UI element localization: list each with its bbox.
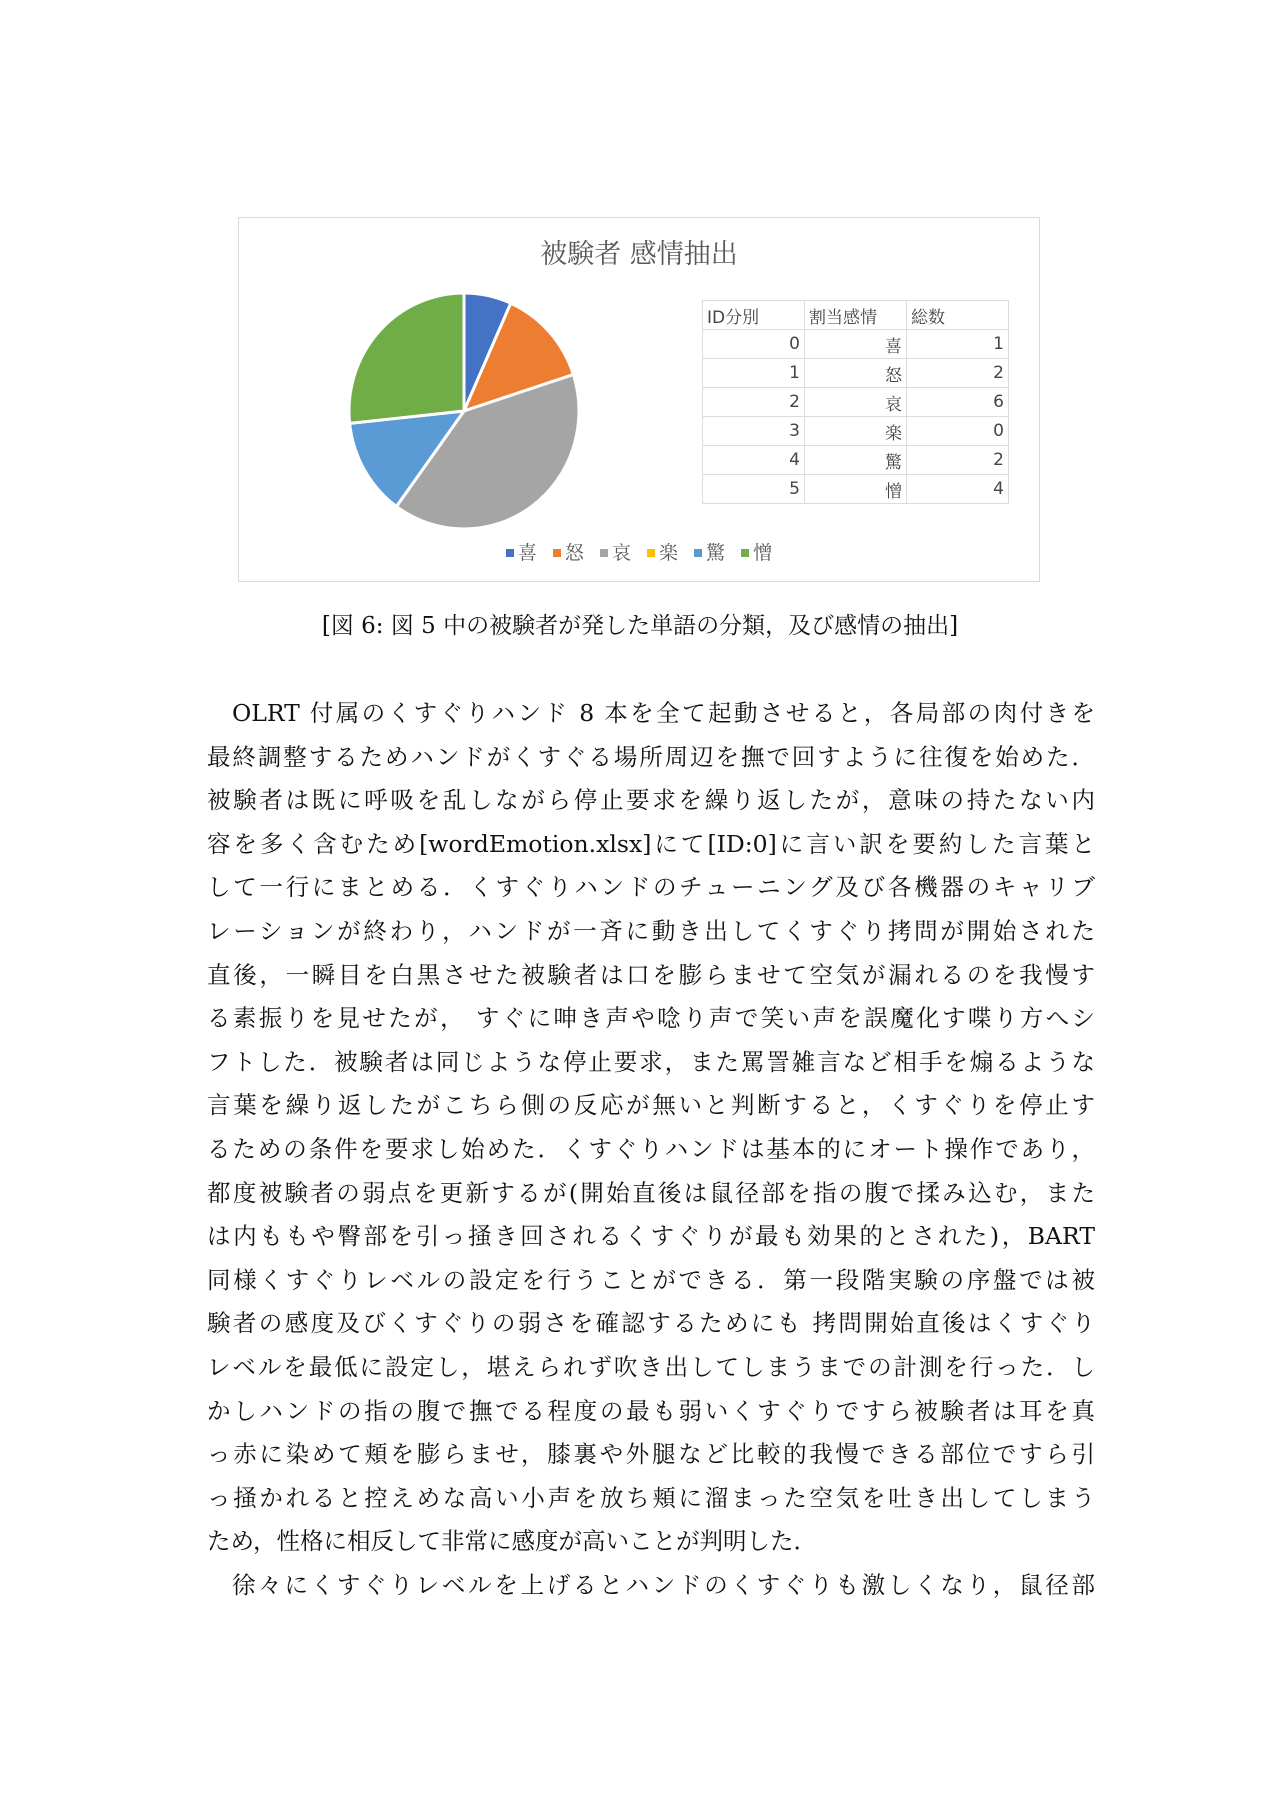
text-line: 直後，一瞬目を白黒させた被験者は口を膨らませて空気が漏れるのを我慢す — [207, 960, 1095, 989]
legend-label: 憎 — [753, 542, 773, 564]
text-line: 徐々にくすぐりレベルを上げるとハンドのくすぐりも激しくなり，鼠径部 — [232, 1570, 1095, 1599]
table-row — [703, 417, 1009, 446]
legend-label: 怒 — [564, 542, 584, 564]
text-line: 容を多く含むため[wordEmotion.xlsx]にて[ID:0]に言い訳を要約した言葉と — [207, 829, 1095, 858]
legend-item-pleasure — [647, 538, 678, 565]
pie-slice-憎 — [349, 293, 464, 423]
text-line: レーションが終わり，ハンドが一斉に動き出してくすぐり拷問が開始された — [207, 916, 1095, 945]
cell-total: 4 — [907, 475, 1009, 504]
chart-figure — [238, 217, 1040, 582]
cell-total: 0 — [907, 417, 1009, 446]
cell-id: 1 — [703, 359, 805, 388]
cell-id: 3 — [703, 417, 805, 446]
cell-emotion: 哀 — [805, 388, 907, 417]
cell-id: 0 — [703, 330, 805, 359]
text-line: OLRT 付属のくすぐりハンド 8 本を全て起動させると，各局部の肉付きを — [232, 699, 1095, 727]
legend-swatch — [600, 549, 608, 557]
cell-emotion: 怒 — [805, 359, 907, 388]
legend-item-hate — [741, 538, 772, 565]
legend-item-joy — [506, 538, 537, 565]
body-paragraphs — [207, 692, 1095, 1607]
legend-label: 哀 — [611, 542, 631, 564]
cell-total: 1 — [907, 330, 1009, 359]
cell-emotion: 憎 — [805, 475, 907, 504]
table-row — [703, 388, 1009, 417]
text-line: フトした．被験者は同じような停止要求，また罵詈雑言など相手を煽るような — [207, 1047, 1095, 1076]
emotion-table — [702, 300, 1009, 504]
text-line: っ赤に染めて頬を膨らませ，膝裏や外腿など比較的我慢できる部位ですら引 — [207, 1440, 1095, 1469]
legend-label: 楽 — [659, 542, 679, 564]
legend-label: 驚 — [706, 542, 726, 564]
table-row — [703, 330, 1009, 359]
column-header-total: 総数 — [907, 301, 1009, 330]
cell-total: 2 — [907, 359, 1009, 388]
text-line: して一行にまとめる．くすぐりハンドのチューニング及び各機器のキャリブ — [207, 873, 1095, 902]
text-line: レベルを最低に設定し，堪えられず吹き出してしまうまでの計測を行った．し — [207, 1352, 1095, 1381]
text-line: るための条件を要求し始めた．くすぐりハンドは基本的にオート操作であり， — [207, 1134, 1095, 1163]
text-line: 言葉を繰り返したがこちら側の反応が無いと判断すると，くすぐりを停止す — [207, 1091, 1095, 1120]
text-line: ため，性格に相反して非常に感度が高いことが判明した． — [207, 1527, 818, 1556]
cell-id: 2 — [703, 388, 805, 417]
legend-item-sorrow — [600, 538, 631, 565]
text-line: 被験者は既に呼吸を乱しながら停止要求を繰り返したが，意味の持たない内 — [207, 786, 1095, 815]
legend-swatch — [694, 549, 702, 557]
chart-title: 被験者 感情抽出 — [540, 239, 738, 270]
legend-swatch — [741, 549, 749, 557]
table-row — [703, 359, 1009, 388]
cell-total: 6 — [907, 388, 1009, 417]
chart-legend — [239, 538, 1039, 565]
cell-id: 5 — [703, 475, 805, 504]
text-line: かしハンドの指の腹で撫でる程度の最も弱いくすぐりですら被験者は耳を真 — [207, 1396, 1095, 1425]
legend-label: 喜 — [517, 542, 537, 564]
text-line: 都度被験者の弱点を更新するが(開始直後は鼠径部を指の腹で揉み込む，また — [207, 1178, 1095, 1207]
figure-caption: [図 6: 図 5 中の被験者が発した単語の分類，及び感情の抽出] — [321, 613, 959, 639]
legend-item-surprise — [694, 538, 725, 565]
cell-emotion: 驚 — [805, 446, 907, 475]
legend-item-anger — [553, 538, 584, 565]
table-row — [703, 475, 1009, 504]
cell-total: 2 — [907, 446, 1009, 475]
column-header-emotion: 割当感情 — [805, 301, 907, 330]
cell-emotion: 楽 — [805, 417, 907, 446]
legend-swatch — [553, 549, 561, 557]
cell-emotion: 喜 — [805, 330, 907, 359]
legend-swatch — [506, 549, 514, 557]
text-line: る素振りを見せたが， すぐに呻き声や唸り声で笑い声を誤魔化す喋り方へシ — [207, 1004, 1095, 1033]
legend-swatch — [647, 549, 655, 557]
table-header-row — [703, 301, 1009, 330]
cell-id: 4 — [703, 446, 805, 475]
column-header-id: ID分別 — [703, 301, 805, 330]
table-row — [703, 446, 1009, 475]
text-line: は内ももや臀部を引っ掻き回されるくすぐりが最も効果的とされた)，BART — [207, 1222, 1095, 1251]
text-line: 同様くすぐりレベルの設定を行うことができる．第一段階実験の序盤では被 — [207, 1265, 1095, 1294]
text-line: 最終調整するためハンドがくすぐる場所周辺を撫で回すように往復を始めた． — [207, 742, 1095, 771]
text-line: っ掻かれると控えめな高い小声を放ち頬に溜まった空気を吐き出してしまう — [207, 1483, 1095, 1512]
text-line: 験者の感度及びくすぐりの弱さを確認するためにも 拷問開始直後はくすぐり — [207, 1309, 1095, 1338]
